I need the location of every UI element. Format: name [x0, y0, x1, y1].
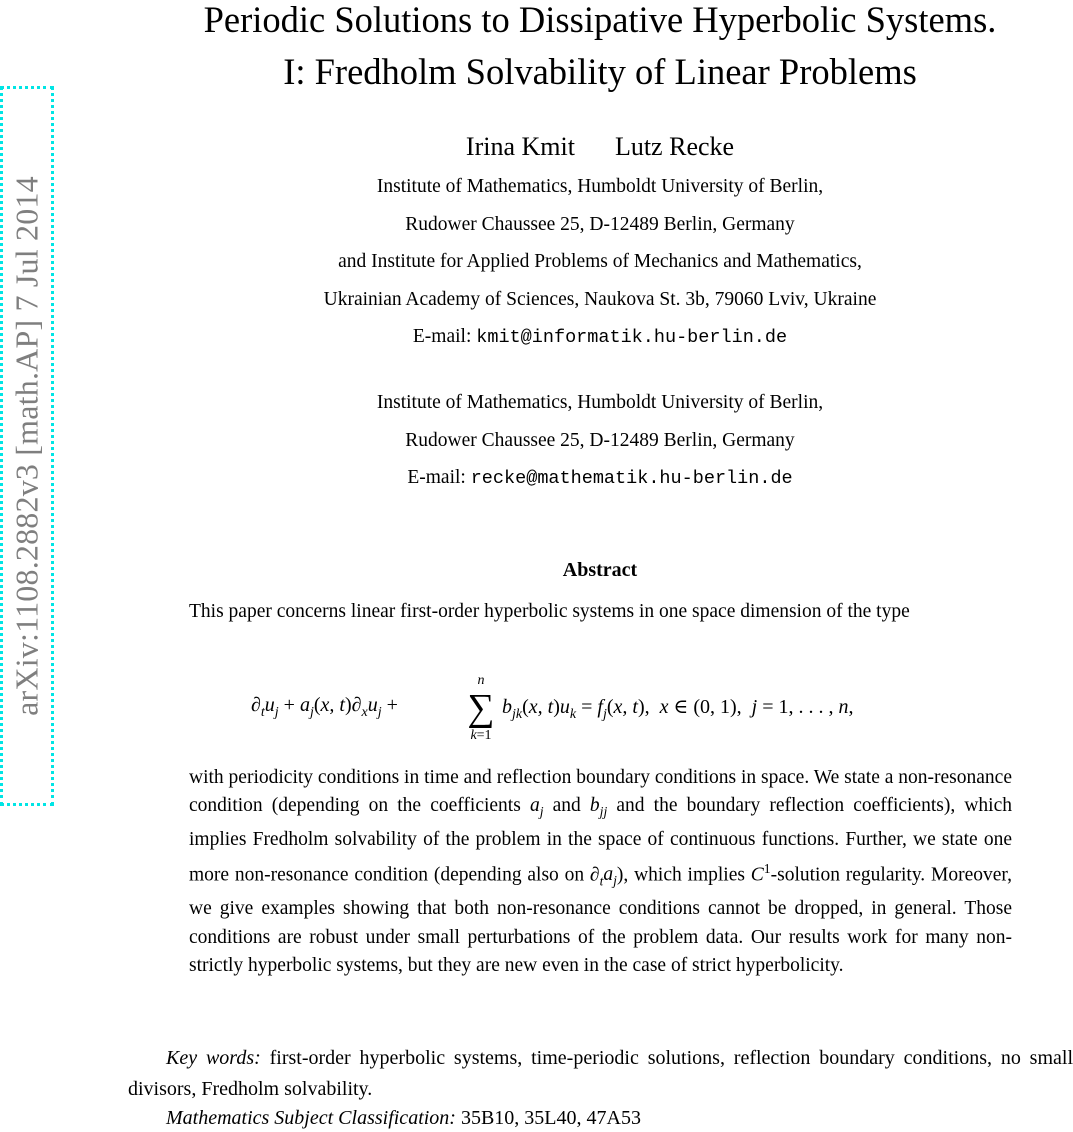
keywords-text: first-order hyperbolic systems, time-periodic solutions, reflection boundary conditions, no small divisors, Fredholm solvability.	[128, 1047, 1073, 1100]
arxiv-identifier-sidebar	[0, 86, 54, 806]
affiliation-line: Institute of Mathematics, Humboldt University of Berlin,	[376, 392, 824, 413]
abstract-heading: Abstract	[562, 559, 638, 581]
affiliation-line: Rudower Chaussee 25, D-12489 Berlin, Germany	[405, 213, 795, 235]
abstract-paragraph-1: This paper concerns linear first-order hyperbolic systems in one space dimension of the type	[189, 601, 910, 622]
email-line	[150, 318, 1050, 357]
title-line-1: Periodic Solutions to Dissipative Hyperbolic Systems.	[203, 0, 997, 40]
author-list	[150, 130, 1050, 164]
email-label: E-mail:	[407, 467, 471, 488]
author-recke: Lutz Recke	[614, 132, 735, 161]
affiliation-line: Rudower Chaussee 25, D-12489 Berlin, Germany	[405, 429, 795, 451]
msc-codes: 35B10, 35L40, 47A53	[455, 1107, 641, 1129]
keywords-label: Key words:	[166, 1047, 261, 1069]
abstract-text: and the boundary reflection coefficients), which implies Fredholm solvability of the problem in the space of continuous functions. Further, we state one more non-resonance condition (depending also on	[189, 795, 1012, 886]
msc-label: Mathematics Subject Classification:	[166, 1107, 456, 1129]
keywords-paragraph	[128, 1043, 1073, 1104]
msc-line	[166, 1104, 641, 1132]
affiliation-kmit	[150, 168, 1050, 357]
affiliation-line: Institute of Mathematics, Humboldt University of Berlin,	[376, 176, 824, 197]
affiliation-line: Ukrainian Academy of Sciences, Naukova St. 3b, 79060 Lviv, Ukraine	[323, 288, 877, 310]
author-kmit: Irina Kmit	[465, 132, 575, 161]
email-recke[interactable]: recke@mathematik.hu-berlin.de	[470, 468, 793, 489]
abstract-text: -solution regularity. Moreover, we give examples showing that both non-resonance conditions cannot be dropped, in general. Those conditions are robust under small perturbations of the problem data. Our results work for many non-strictly hyperbolic systems, but they are new even in the case of strict hyperbolicity.	[189, 864, 1012, 977]
abstract-paragraph-2: with periodicity conditions in time and reflection boundary conditions in space. We state a non-resonance condition (depending on the coefficients $a_j$ and $b_{jj}$ and the boundary reflection coefficients), which implies Fredholm solvability of the problem in the space of continuous functions. Further, we state one more non-resonance condition (depending also on $\partial_ta_j$), which implies $C^1$-solution regularity. Moreover, we give examples showing that both non-resonance conditions cannot be dropped, in general. Those conditions are robust under small perturbations of the problem data. Our results work for many non-strictly hyperbolic systems, but they are new even in the case of strict hyperbolicity.	[189, 767, 1012, 977]
affiliation-line: and Institute for Applied Problems of Mechanics and Mathematics,	[338, 251, 862, 272]
email-line	[150, 459, 1050, 498]
summation-symbol: n ∑ k=1	[467, 673, 495, 743]
paper-title	[120, 0, 1073, 98]
abstract-text: with periodicity conditions in time and reflection boundary conditions in space. We state a non-resonance condition (depending on the coefficients	[189, 767, 1012, 817]
abstract-text: ), which implies	[616, 864, 751, 886]
hyperbolic-system-equation	[189, 674, 1012, 746]
title-line-2: I: Fredholm Solvability of Linear Problems	[283, 51, 917, 92]
arxiv-id-text: arXiv:1108.2882v3 [math.AP] 7 Jul 2014	[8, 176, 45, 716]
abstract-text: and	[543, 795, 590, 817]
equation-lhs: $\partial_tu_j + a_j(x$, $t)\partial_xu_j$ +	[251, 694, 398, 720]
equation-rhs: $b_{jk}(x$, $t)u_k = f_j(x$, t), x ∈ (0, 1), j = 1, . . . , n,	[502, 696, 854, 722]
affiliation-recke	[150, 384, 1050, 498]
email-kmit[interactable]: kmit@informatik.hu-berlin.de	[476, 327, 788, 348]
email-label: E-mail:	[412, 326, 477, 347]
